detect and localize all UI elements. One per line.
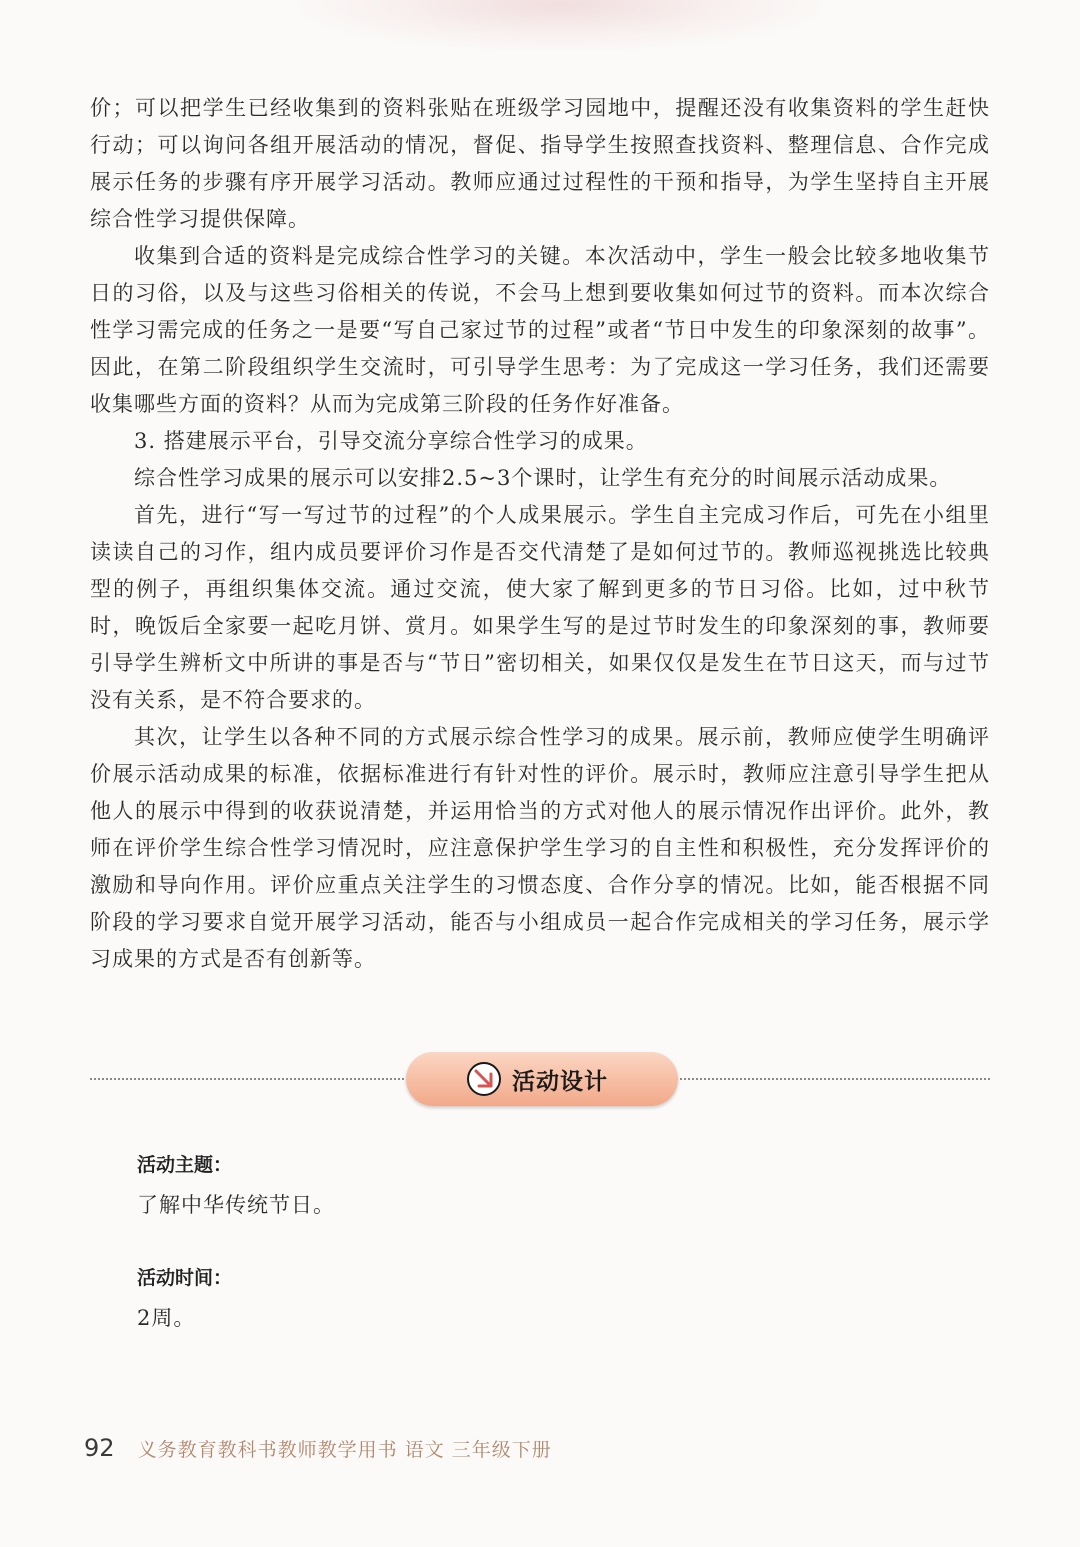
top-decoration xyxy=(300,0,820,50)
section-title: 活动设计 xyxy=(512,1069,608,1095)
section-divider xyxy=(90,1052,990,1106)
activity-time xyxy=(137,1263,232,1332)
activity-time-value: 2周。 xyxy=(137,1306,196,1330)
body-text xyxy=(90,90,990,978)
paragraph-4: 综合性学习成果的展示可以安排2.5~3个课时，让学生有充分的时间展示活动成果。 xyxy=(134,466,952,490)
arrow-down-right-icon xyxy=(466,1061,502,1097)
paragraph-6: 其次，让学生以各种不同的方式展示综合性学习的成果。展示前，教师应使学生明确评价展示活动成果的标准，依据标准进行有针对性的评价。展示时，教师应注意引导学生把从他人的展示中得到的收获说清楚，并运用恰当的方式对他人的展示情况作出评价。此外，教师在评价学生综合性学习情况时，应注意保护学生学习的自主性和积极性，充分发挥评价的激励和导向作用。评价应重点关注学生的习惯态度、合作分享的情况。比如，能否根据不同阶段的学习要求自觉开展学习活动，能否与小组成员一起合作完成相关的学习任务，展示学习成果的方式是否有创新等。 xyxy=(90,725,990,971)
page-number: 92 xyxy=(84,1434,115,1462)
page-footer xyxy=(84,1434,552,1462)
dotted-rule-right xyxy=(676,1078,990,1080)
subheading-3: 3. 搭建展示平台，引导交流分享综合性学习的成果。 xyxy=(134,429,648,453)
paragraph-2: 收集到合适的资料是完成综合性学习的关键。本次活动中，学生一般会比较多地收集节日的习俗，以及与这些习俗相关的传说，不会马上想到要收集如何过节的资料。而本次综合性学习需完成的任务之一是要“写自己家过节的过程”或者“节日中发生的印象深刻的故事”。因此，在第二阶段组织学生交流时，可引导学生思考：为了完成这一学习任务，我们还需要收集哪些方面的资料？从而为完成第三阶段的任务作好准备。 xyxy=(90,244,990,416)
activity-theme xyxy=(137,1150,335,1219)
paragraph-1: 价；可以把学生已经收集到的资料张贴在班级学习园地中，提醒还没有收集资料的学生赶快行动；可以询问各组开展活动的情况，督促、指导学生按照查找资料、整理信息、合作完成展示任务的步骤有序开展学习活动。教师应通过过程性的干预和指导，为学生坚持自主开展综合性学习提供保障。 xyxy=(90,96,990,231)
dotted-rule-left xyxy=(90,1078,408,1080)
activity-time-label: 活动时间： xyxy=(137,1267,233,1289)
section-banner xyxy=(406,1052,678,1106)
activity-theme-label: 活动主题： xyxy=(137,1154,233,1176)
paragraph-5: 首先，进行“写一写过节的过程”的个人成果展示。学生自主完成习作后，可先在小组里读读自己的习作，组内成员要评价习作是否交代清楚了是如何过节的。教师巡视挑选比较典型的例子，再组织集体交流。通过交流，使大家了解到更多的节日习俗。比如，过中秋节时，晚饭后全家要一起吃月饼、赏月。如果学生写的是过节时发生的印象深刻的事，教师要引导学生辨析文中所讲的事是否与“节日”密切相关，如果仅仅是发生在节日这天，而与过节没有关系，是不符合要求的。 xyxy=(90,503,990,712)
activity-theme-value: 了解中华传统节日。 xyxy=(137,1193,335,1217)
book-title: 义务教育教科书教师教学用书 语文 三年级下册 xyxy=(137,1439,552,1461)
